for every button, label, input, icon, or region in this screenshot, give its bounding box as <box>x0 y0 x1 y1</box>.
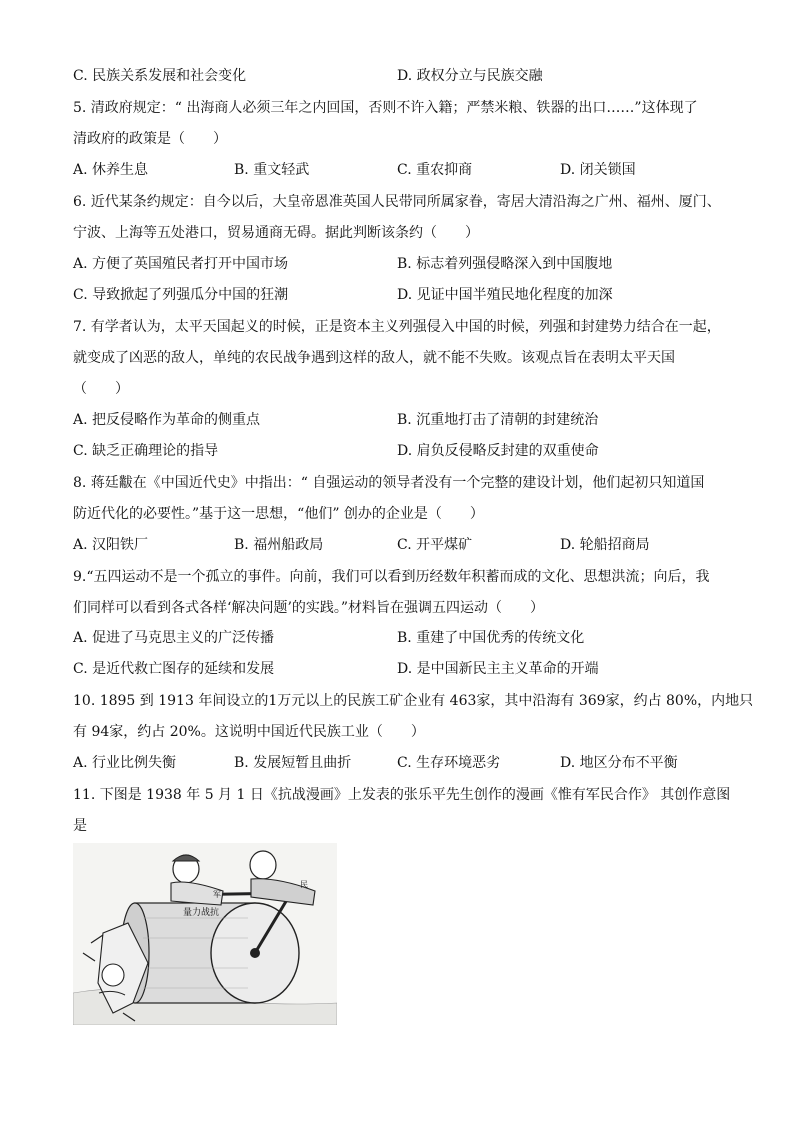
q8-option-b[interactable]: B. 福州船政局 <box>234 537 324 553</box>
q7-stem-line2: 就变成了凶恶的敌人，单纯的农民战争遇到这样的敌人，就不能不失败。该观点旨在表明太平天国 <box>73 350 675 366</box>
q8-option-d[interactable]: D. 轮船招商局 <box>560 537 650 553</box>
q5-option-a[interactable]: A. 休养生息 <box>73 162 149 178</box>
q10-stem-line2: 有 94家，约占 20%。这说明中国近代民族工业（ ） <box>73 724 425 740</box>
q8-option-c[interactable]: C. 开平煤矿 <box>397 537 473 553</box>
roller <box>121 903 299 1003</box>
q10-option-b[interactable]: B. 发展短暂且曲折 <box>234 755 352 771</box>
q6-option-d[interactable]: D. 见证中国半殖民地化程度的加深 <box>397 287 613 303</box>
q9-option-b[interactable]: B. 重建了中国优秀的传统文化 <box>397 630 585 646</box>
q7-option-b[interactable]: B. 沉重地打击了清朝的封建统治 <box>397 412 599 428</box>
q7-option-a[interactable]: A. 把反侵略作为革命的侧重点 <box>73 412 261 428</box>
q8-stem-line1: 8. 蒋廷黻在《中国近代史》中指出：“ 自强运动的领导者没有一个完整的建设计划，他们起初只知道国 <box>73 475 705 491</box>
q6-option-b[interactable]: B. 标志着列强侵略深入到中国腹地 <box>397 256 613 272</box>
cartoon-illustration <box>73 843 337 1025</box>
q9-option-c[interactable]: C. 是近代救亡图存的延续和发展 <box>73 661 275 677</box>
q7-stem-line1: 7. 有学者认为，太平天国起义的时候，正是资本主义列强侵入中国的时候，列强和封建势力结合在一起， <box>73 319 721 335</box>
q6-option-c[interactable]: C. 导致掀起了列强瓜分中国的狂潮 <box>73 287 289 303</box>
q6-stem-line2: 宁波、上海等五处港口，贸易通商无碍。据此判断该条约（ ） <box>73 225 479 241</box>
q7-option-d[interactable]: D. 肩负反侵略反封建的双重使命 <box>397 443 599 459</box>
q8-option-a[interactable]: A. 汉阳铁厂 <box>73 537 149 553</box>
roller-text: 量力战抗 <box>183 908 220 918</box>
q11-stem-line2: 是 <box>73 818 87 834</box>
q10-option-c[interactable]: C. 生存环境恶劣 <box>397 755 501 771</box>
q4-option-d[interactable]: D. 政权分立与民族交融 <box>397 68 543 84</box>
q9-option-d[interactable]: D. 是中国新民主主义革命的开端 <box>397 661 599 677</box>
q7-stem-line3: （ ） <box>73 381 129 397</box>
civilian-label: 民 <box>300 880 308 889</box>
q6-stem-line1: 6. 近代某条约规定：自今以后，大皇帝恩准英国人民带同所属家眷，寄居大清沿海之广州、福州、厦门、 <box>73 194 721 210</box>
q10-option-d[interactable]: D. 地区分布不平衡 <box>560 755 678 771</box>
q4-option-c[interactable]: C. 民族关系发展和社会变化 <box>73 68 247 84</box>
q5-option-b[interactable]: B. 重文轻武 <box>234 162 310 178</box>
q5-option-c[interactable]: C. 重农抑商 <box>397 162 473 178</box>
q9-stem-line1: 9.“五四运动不是一个孤立的事件。向前，我们可以看到历经数年积蓄而成的文化、思想洪流；向后，我 <box>73 569 710 585</box>
q7-option-c[interactable]: C. 缺乏正确理论的指导 <box>73 443 219 459</box>
q5-stem-line1: 5. 清政府规定：“ 出海商人必须三年之内回国，否则不许入籍；严禁米粮、铁器的出口……”这体现了 <box>73 100 698 116</box>
q5-option-d[interactable]: D. 闭关锁国 <box>560 162 636 178</box>
soldier-label: 军 <box>213 890 221 899</box>
q9-option-a[interactable]: A. 促进了马克思主义的广泛传播 <box>73 630 275 646</box>
q9-stem-line2: 们同样可以看到各式各样‘解决问题’的实践。”材料旨在强调五四运动（ ） <box>73 600 545 616</box>
q8-stem-line2: 防近代化的必要性。”基于这一思想，“他们” 创办的企业是（ ） <box>73 506 484 522</box>
q5-stem-line2: 清政府的政策是（ ） <box>73 131 227 147</box>
q11-stem-line1: 11. 下图是 1938 年 5 月 1 日《抗战漫画》上发表的张乐平先生创作的漫画《惟有军民合作》 其创作意图 <box>73 787 731 803</box>
q10-stem-line1: 10. 1895 到 1913 年间设立的1万元以上的民族工矿企业有 463家，其中沿海有 369家，约占 80%，内地只 <box>73 693 754 709</box>
q10-option-a[interactable]: A. 行业比例失衡 <box>73 755 177 771</box>
q6-option-a[interactable]: A. 方便了英国殖民者打开中国市场 <box>73 256 289 272</box>
